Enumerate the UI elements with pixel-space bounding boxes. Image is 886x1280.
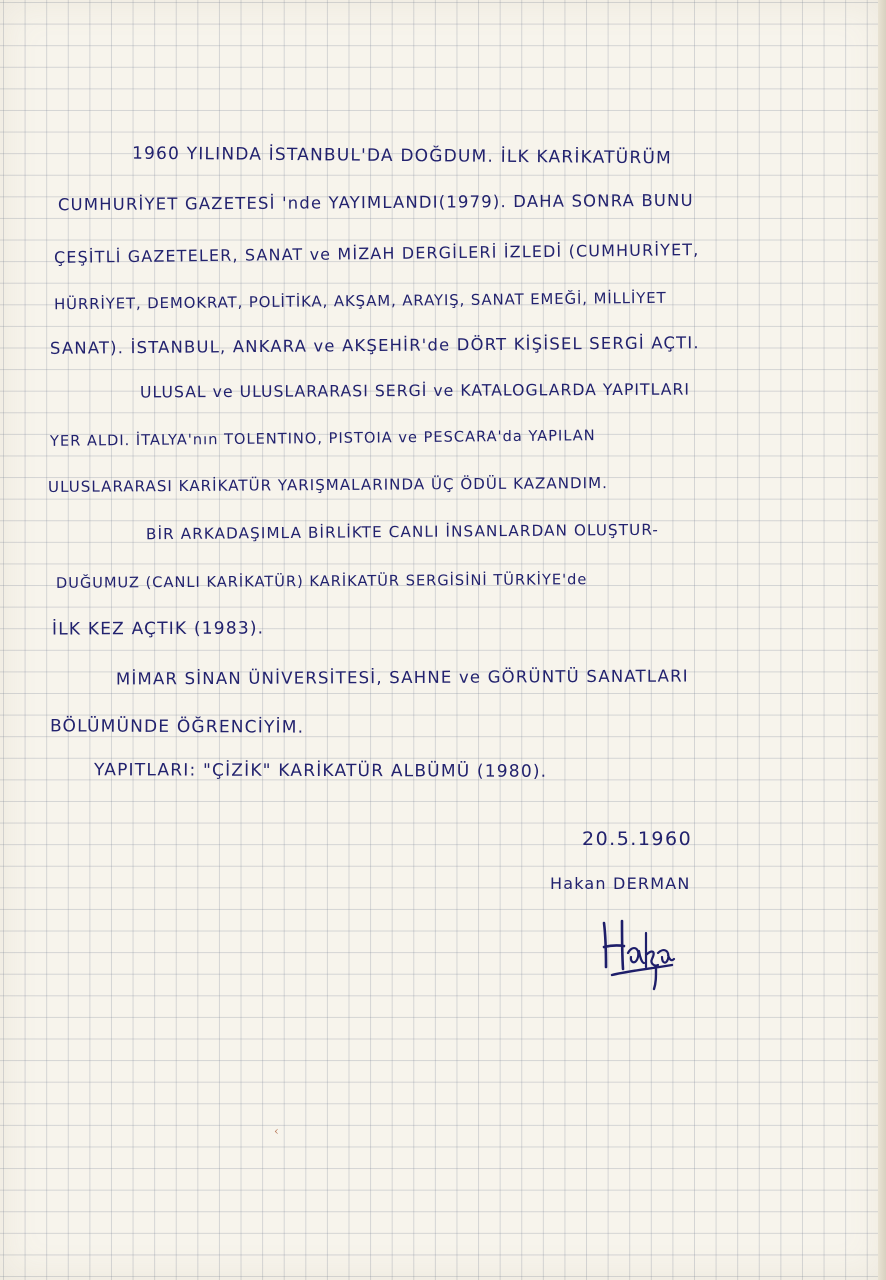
paper-mark: ‹ xyxy=(274,1124,279,1138)
paragraph-1-line-4: HÜRRİYET, DEMOKRAT, POLİTİKA, AKŞAM, ARAYIŞ, SANAT EMEĞİ, MİLLİYET xyxy=(53,288,667,314)
author-name: Hakan DERMAN xyxy=(550,874,691,893)
paragraph-4-line-1: MİMAR SİNAN ÜNİVERSİTESİ, SAHNE ve GÖRÜNTÜ SANATLARI xyxy=(115,666,689,689)
paragraph-4-line-2: BÖLÜMÜNDE ÖĞRENCİYİM. xyxy=(49,716,305,738)
paragraph-1-line-2: CUMHURİYET GAZETESİ 'nde YAYIMLANDI(1979). DAHA SONRA BUNU xyxy=(57,190,694,215)
date: 20.5.1960 xyxy=(582,828,693,850)
paragraph-2-line-1: ULUSAL ve ULUSLARARASI SERGİ ve KATALOGLARDA YAPITLARI xyxy=(139,379,691,402)
handwritten-signature xyxy=(598,915,678,995)
paragraph-2-line-2: YER ALDI. İTALYA'nın TOLENTINO, PISTOIA ve PESCARA'da YAPILAN xyxy=(49,427,596,450)
paragraph-3-line-1: BİR ARKADAŞIMLA BİRLİKTE CANLI İNSANLARDAN OLUŞTUR- xyxy=(145,520,660,544)
paragraph-3-line-3: İLK KEZ AÇTIK (1983). xyxy=(51,618,265,640)
paper-edge xyxy=(878,0,886,1280)
paragraph-1-line-5: SANAT). İSTANBUL, ANKARA ve AKŞEHİR'de DÖRT KİŞİSEL SERGİ AÇTI. xyxy=(49,333,700,358)
paragraph-5-line-1: YAPITLARI: "ÇİZİK" KARİKATÜR ALBÜMÜ (1980). xyxy=(93,760,548,782)
paragraph-1-line-3: ÇEŞİTLİ GAZETELER, SANAT ve MİZAH DERGİLERİ İZLEDİ (CUMHURİYET, xyxy=(53,240,700,267)
paragraph-1-line-1: 1960 YILINDA İSTANBUL'DA DOĞDUM. İLK KARİKATÜRÜM xyxy=(131,143,672,169)
paragraph-2-line-3: ULUSLARARASI KARİKATÜR YARIŞMALARINDA ÜÇ ÖDÜL KAZANDIM. xyxy=(47,474,608,496)
paragraph-3-line-2: DUĞUMUZ (CANLI KARİKATÜR) KARİKATÜR SERGİSİNİ TÜRKİYE'de xyxy=(55,571,588,592)
